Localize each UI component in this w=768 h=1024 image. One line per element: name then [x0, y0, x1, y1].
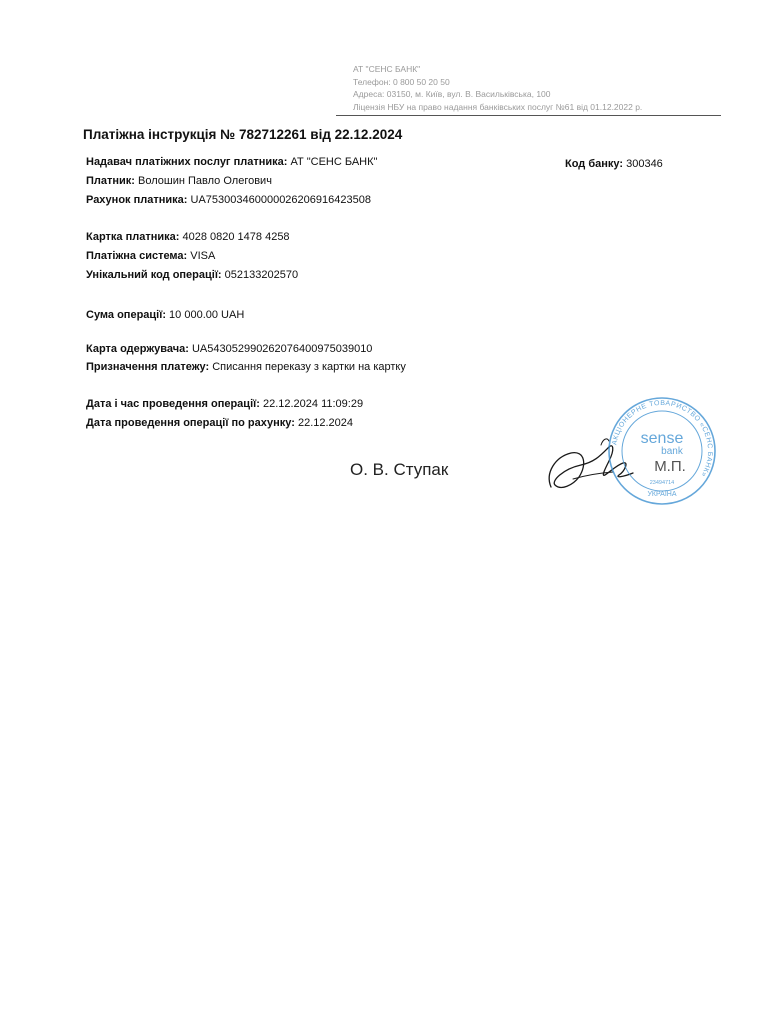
field-label: Рахунок платника: — [86, 194, 188, 206]
field-label: Карта одержувача: — [86, 343, 189, 355]
field-label: Унікальний код операції: — [86, 269, 222, 281]
field-bank-code — [565, 158, 663, 170]
field-value: Волошин Павло Олегович — [138, 175, 272, 187]
field-value: 4028 0820 1478 4258 — [182, 231, 290, 243]
bank-phone: Телефон: 0 800 50 20 50 — [353, 76, 450, 87]
field-label: Дата і час проведення операції: — [86, 398, 260, 410]
field-label: Надавач платіжних послуг платника: — [86, 156, 288, 168]
field-label: Сума операції: — [86, 309, 166, 321]
field-operation-datetime — [86, 398, 363, 410]
field-payer — [86, 175, 272, 187]
stamp-ring-text: АКЦІОНЕРНЕ ТОВАРИСТВО «СЕНС БАНК» — [611, 399, 714, 478]
field-value: UA753003460000026206916423508 — [190, 194, 371, 206]
field-value: UA543052990262076400975039010 — [191, 343, 373, 355]
signer-name: О. В. Ступак — [350, 460, 449, 479]
stamp-country: УКРАЇНА — [647, 491, 677, 498]
bank-license: Ліцензія НБУ на право надання банківських послуг №61 від 01.12.2022 р. — [353, 101, 643, 112]
field-purpose — [86, 361, 406, 373]
field-payer-card — [86, 231, 290, 243]
field-value: 22.12.2024 — [297, 417, 354, 429]
field-value: VISA — [190, 250, 216, 262]
field-account-date — [86, 417, 353, 429]
header-divider — [336, 115, 721, 116]
field-value: 10 000.00 UAH — [169, 309, 245, 321]
field-amount — [86, 309, 244, 321]
field-value: 22.12.2024 11:09:29 — [262, 398, 364, 410]
document-title: Платіжна інструкція № 782712261 від 22.12.2024 — [83, 127, 403, 142]
stamp-mp: М.П. — [654, 458, 686, 475]
stamp-brand-sub: bank — [661, 446, 683, 457]
field-value: АТ "СЕНС БАНК" — [290, 156, 378, 168]
bank-header — [353, 63, 642, 113]
field-label: Платник: — [86, 175, 135, 187]
field-recipient-card — [86, 343, 372, 355]
field-value: 052133202570 — [224, 269, 299, 281]
field-label: Код банку: — [565, 158, 624, 170]
bank-name: АТ "СЕНС БАНК" — [353, 64, 421, 74]
field-provider — [86, 156, 377, 168]
field-value: Списання переказу з картки на картку — [212, 361, 406, 373]
stamp-code: 23494714 — [649, 480, 675, 486]
bank-address: Адреса: 03150, м. Київ, вул. В. Васильківська, 100 — [353, 89, 551, 99]
field-label: Призначення платежу: — [86, 361, 210, 373]
bank-stamp — [602, 396, 722, 506]
field-payment-system — [86, 250, 215, 262]
field-label: Картка платника: — [86, 231, 180, 243]
field-label: Дата проведення операції по рахунку: — [86, 417, 295, 429]
field-payer-account — [86, 194, 371, 206]
stamp-brand: sense — [640, 430, 684, 447]
field-value: 300346 — [626, 158, 663, 170]
field-label: Платіжна система: — [86, 250, 188, 262]
field-operation-code — [86, 269, 298, 281]
